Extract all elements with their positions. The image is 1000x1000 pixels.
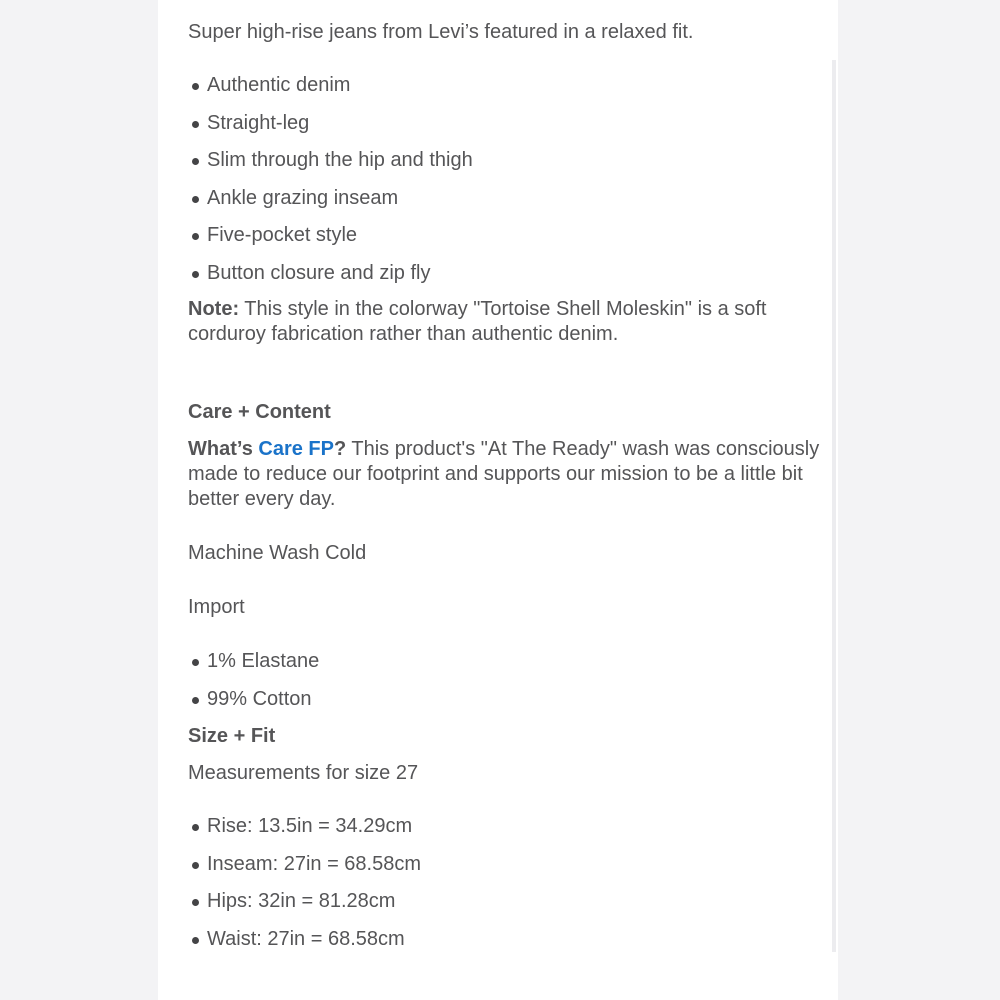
feature-item: Slim through the hip and thigh: [188, 148, 828, 173]
measurements-list: [188, 814, 828, 952]
feature-item: Straight-leg: [188, 111, 828, 136]
measurement-item: Rise: 13.5in = 34.29cm: [188, 814, 828, 839]
product-intro: Super high-rise jeans from Levi’s featured in a relaxed fit.: [188, 21, 694, 43]
measurements-title: Measurements for size 27: [188, 762, 419, 784]
scrollbar-track[interactable]: [832, 60, 836, 952]
care-fp-description: [188, 437, 828, 512]
question-mark: ?: [333, 438, 347, 460]
whats-label: What’s: [188, 438, 259, 460]
product-details-content: [188, 20, 828, 964]
care-fp-text: This product's "At The Ready" wash was consciously made to reduce our footprint and supports our mission to be a little bit better every day.: [188, 438, 820, 510]
care-content-heading: Care + Content: [188, 401, 331, 423]
colorway-note: [188, 297, 828, 347]
care-fp-link[interactable]: Care FP: [258, 438, 334, 460]
material-item: 99% Cotton: [188, 687, 828, 712]
material-item: 1% Elastane: [188, 649, 828, 674]
feature-list: [188, 73, 828, 286]
materials-list: [188, 649, 828, 712]
feature-item: Ankle grazing inseam: [188, 186, 828, 211]
feature-item: Authentic denim: [188, 73, 828, 98]
feature-item: Button closure and zip fly: [188, 261, 828, 286]
measurement-item: Inseam: 27in = 68.58cm: [188, 852, 828, 877]
measurement-item: Waist: 27in = 68.58cm: [188, 927, 828, 952]
wash-instructions: Machine Wash Cold: [188, 542, 367, 564]
note-text: This style in the colorway "Tortoise Shell Moleskin" is a soft corduroy fabrication rather than authentic denim.: [188, 298, 767, 345]
note-label: Note:: [188, 298, 240, 320]
measurement-item: Hips: 32in = 81.28cm: [188, 889, 828, 914]
feature-item: Five-pocket style: [188, 223, 828, 248]
origin-text: Import: [188, 596, 245, 618]
size-fit-heading: Size + Fit: [188, 725, 276, 747]
